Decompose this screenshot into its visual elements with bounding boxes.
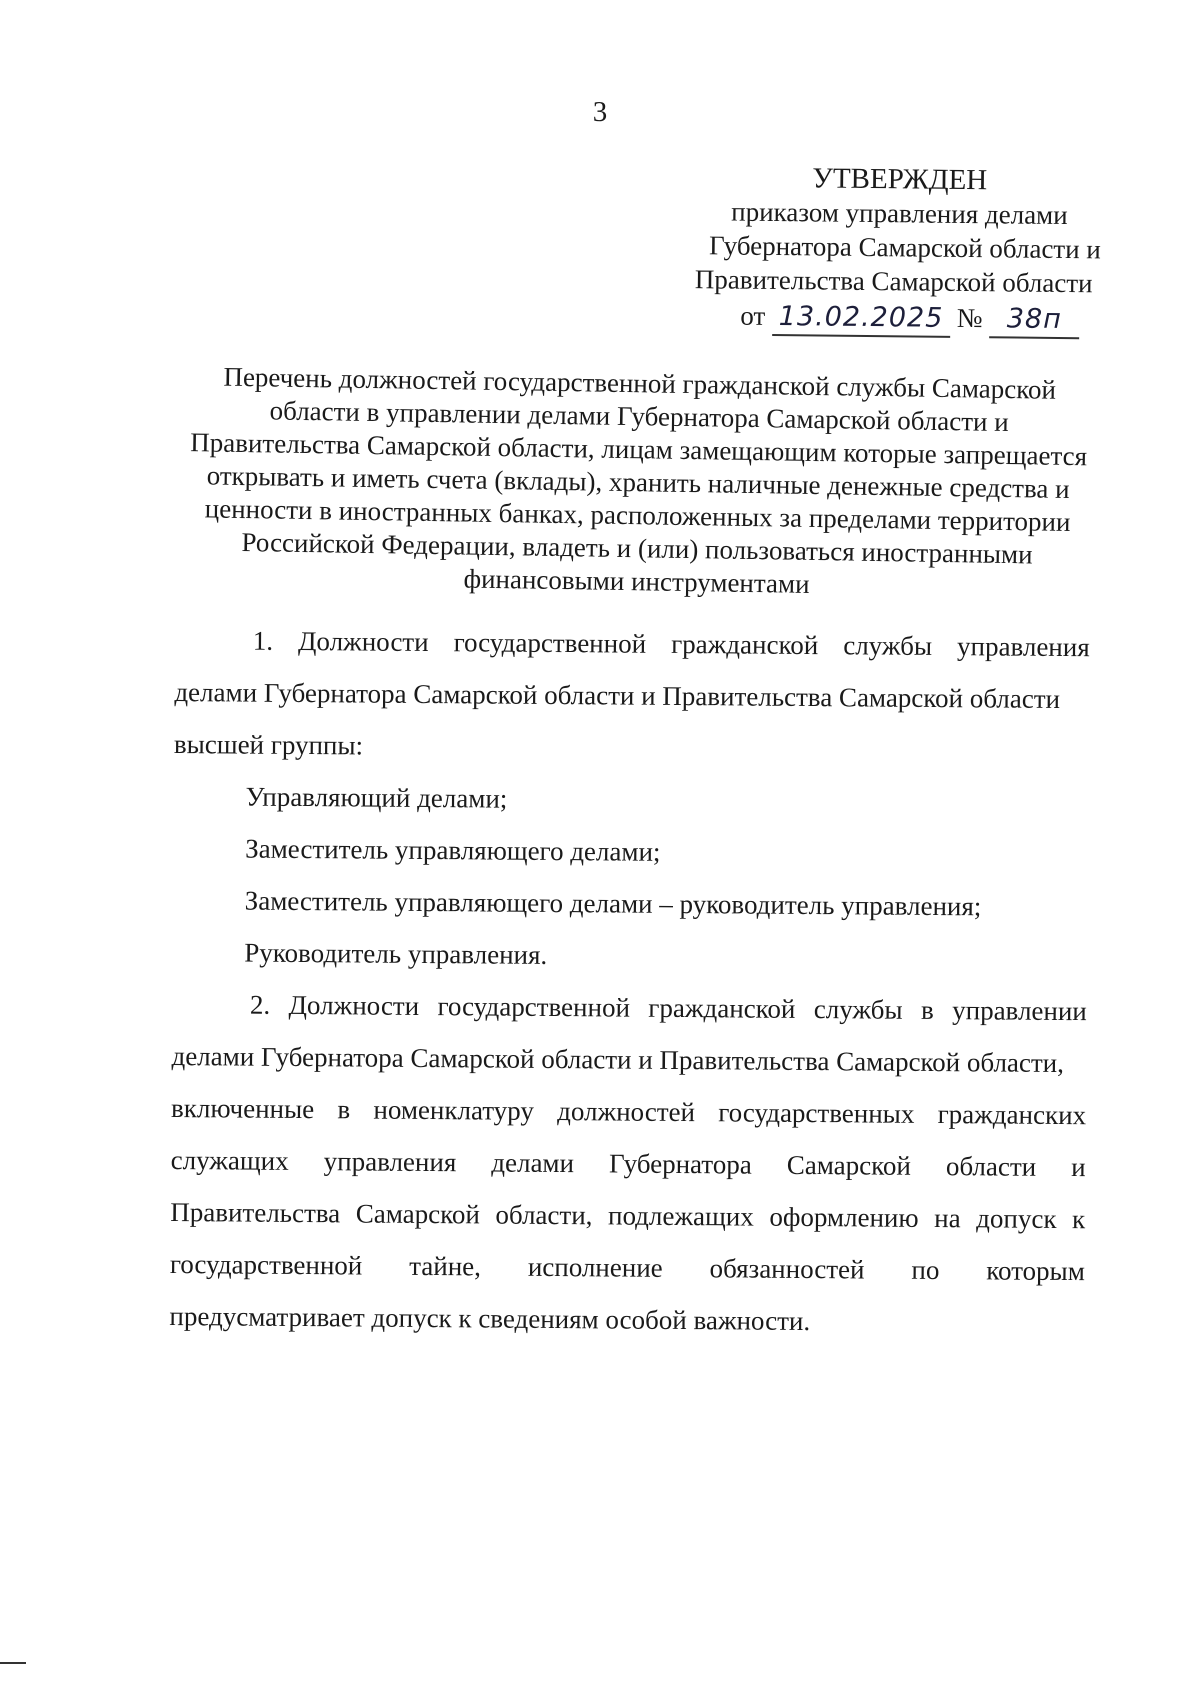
- approval-date-line: [740, 299, 1098, 340]
- title-line: ценности в иностранных банках, расположенных за пределами территории: [204, 493, 1071, 538]
- number-prefix: №: [956, 302, 983, 334]
- title-line: финансовыми инструментами: [463, 563, 810, 599]
- title-line: открывать и иметь счета (вклады), хранить наличные денежные средства и: [206, 460, 1070, 504]
- section-2-line-6: государственной тайне, исполнение обязанностей по которым: [169, 1248, 1085, 1287]
- section-2-line-2: делами Губернатора Самарской области и Правительства Самарской области,: [171, 1040, 1065, 1078]
- section-2-line-4: служащих управления делами Губернатора Самарской области и: [170, 1144, 1086, 1183]
- handwritten-date: 13.02.2025: [772, 300, 950, 338]
- title-line: области в управлении делами Губернатора Самарской области и: [269, 395, 1009, 438]
- title-line: Российской Федерации, владеть и (или) пользоваться иностранными: [241, 526, 1033, 570]
- position-item: Руководитель управления.: [244, 937, 548, 970]
- position-item: Управляющий делами;: [245, 781, 508, 814]
- section-2-line-1: 2. Должности государственной гражданской службы в управлении: [249, 989, 1087, 1027]
- section-1-line-3: высшей группы:: [173, 728, 364, 761]
- document-title: [176, 360, 1100, 605]
- section-2-line-3: включенные в номенклатуру должностей государственных гражданских: [171, 1092, 1087, 1131]
- page-number: 3: [592, 96, 608, 128]
- position-item: Заместитель управляющего делами;: [245, 833, 661, 867]
- document-body: [169, 614, 1090, 1349]
- approval-line-3: Правительства Самарской области: [694, 264, 1093, 299]
- approval-title: УТВЕРЖДЕН: [812, 162, 988, 197]
- section-1-line-2: делами Губернатора Самарской области и Правительства Самарской области: [174, 676, 1061, 714]
- section-1-line-1: 1. Должности государственной гражданской службы управления: [252, 625, 1090, 663]
- approval-line-2: Губернатора Самарской области и: [708, 230, 1102, 265]
- position-item: Заместитель управляющего делами – руководитель управления;: [244, 885, 982, 922]
- title-line: Перечень должностей государственной гражданской службы Самарской: [223, 361, 1057, 405]
- section-2-line-5: Правительства Самарской области, подлежащих оформлению на допуск к: [170, 1196, 1086, 1235]
- approval-stamp: [678, 160, 1100, 339]
- approval-line-1: приказом управления делами: [731, 196, 1068, 231]
- scan-edge-mark: [0, 1662, 26, 1664]
- section-2-line-7: предусматривает допуск к сведениям особой важности.: [169, 1300, 811, 1337]
- date-prefix: от: [740, 300, 766, 331]
- title-line: Правительства Самарской области, лицам замещающим которые запрещается: [190, 427, 1088, 472]
- handwritten-number: 38п: [989, 302, 1079, 339]
